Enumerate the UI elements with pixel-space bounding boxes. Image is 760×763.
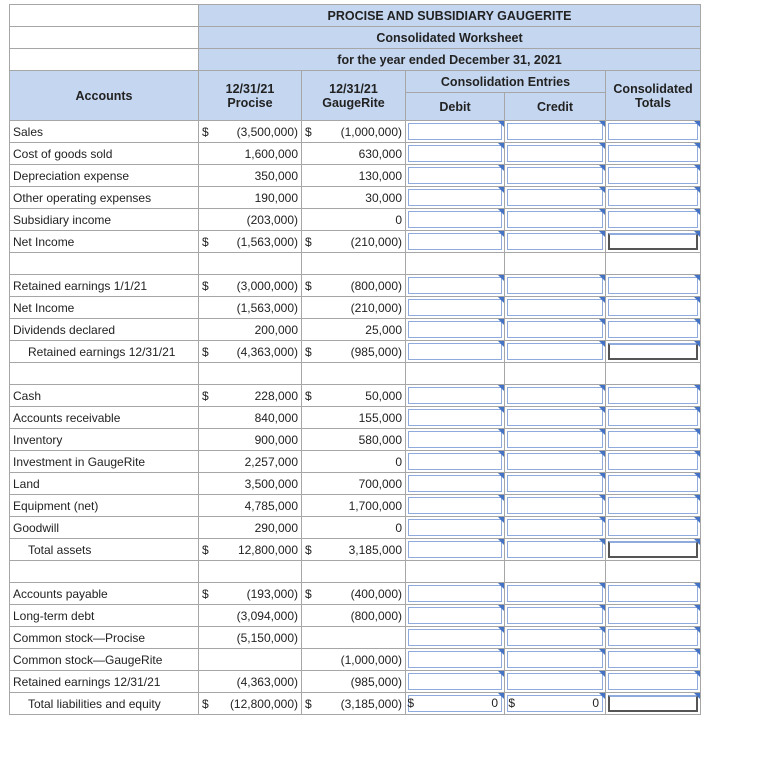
credit-input[interactable] xyxy=(505,231,606,253)
debit-input[interactable] xyxy=(406,165,505,187)
consolidated-total-input[interactable] xyxy=(606,539,701,561)
consolidated-total-input[interactable] xyxy=(606,671,701,693)
gaugerite-value xyxy=(302,627,406,649)
gaugerite-value: (985,000) xyxy=(302,671,406,693)
row-invest xyxy=(10,451,701,473)
credit-input[interactable] xyxy=(505,473,606,495)
debit-input[interactable] xyxy=(406,495,505,517)
gaugerite-value: 0 xyxy=(302,209,406,231)
procise-value: (203,000) xyxy=(199,209,302,231)
account-label: Retained earnings 12/31/21 xyxy=(10,341,199,363)
account-label: Net Income xyxy=(10,231,199,253)
gaugerite-value: $ (1,000,000) xyxy=(302,121,406,143)
credit-input[interactable] xyxy=(505,671,606,693)
consolidated-total-input[interactable] xyxy=(606,121,701,143)
procise-value: $ (3,000,000) xyxy=(199,275,302,297)
gaugerite-value: (1,000,000) xyxy=(302,649,406,671)
debit-input[interactable] xyxy=(406,121,505,143)
account-label: Accounts receivable xyxy=(10,407,199,429)
procise-value: (5,150,000) xyxy=(199,627,302,649)
consolidated-total-input[interactable] xyxy=(606,627,701,649)
consolidated-total-input[interactable] xyxy=(606,473,701,495)
gaugerite-value: $ 50,000 xyxy=(302,385,406,407)
debit-input[interactable]: $ 0 xyxy=(406,693,505,715)
gaugerite-value: 0 xyxy=(302,451,406,473)
account-label: Accounts payable xyxy=(10,583,199,605)
debit-input[interactable] xyxy=(406,319,505,341)
debit-input[interactable] xyxy=(406,605,505,627)
row-depr xyxy=(10,165,701,187)
account-label: Dividends declared xyxy=(10,319,199,341)
consolidated-totals-header: Consolidated Totals xyxy=(606,71,701,121)
section-separator xyxy=(10,363,701,385)
procise-value: 290,000 xyxy=(199,517,302,539)
procise-value: $ 12,800,000 xyxy=(199,539,302,561)
consolidated-total-input[interactable] xyxy=(606,231,701,253)
account-label: Long-term debt xyxy=(10,605,199,627)
gaugerite-value: $ (400,000) xyxy=(302,583,406,605)
debit-input[interactable] xyxy=(406,341,505,363)
account-label: Land xyxy=(10,473,199,495)
section-separator xyxy=(10,561,701,583)
gaugerite-value: 30,000 xyxy=(302,187,406,209)
account-label: Net Income xyxy=(10,297,199,319)
account-label: Investment in GaugeRite xyxy=(10,451,199,473)
account-label: Total assets xyxy=(10,539,199,561)
procise-value: 200,000 xyxy=(199,319,302,341)
credit-input[interactable] xyxy=(505,407,606,429)
row-re_end xyxy=(10,341,701,363)
row-cash xyxy=(10,385,701,407)
debit-input[interactable] xyxy=(406,583,505,605)
credit-input[interactable] xyxy=(505,187,606,209)
debit-input[interactable] xyxy=(406,297,505,319)
gaugerite-value: 130,000 xyxy=(302,165,406,187)
account-label: Inventory xyxy=(10,429,199,451)
consolidated-total-input[interactable] xyxy=(606,429,701,451)
debit-input[interactable] xyxy=(406,473,505,495)
debit-input[interactable] xyxy=(406,539,505,561)
credit-input[interactable] xyxy=(505,319,606,341)
credit-input[interactable] xyxy=(505,385,606,407)
consolidated-total-input[interactable] xyxy=(606,319,701,341)
credit-input[interactable] xyxy=(505,495,606,517)
consolidated-total-input[interactable] xyxy=(606,209,701,231)
debit-input[interactable] xyxy=(406,627,505,649)
row-subinc xyxy=(10,209,701,231)
procise-value: 350,000 xyxy=(199,165,302,187)
row-gw xyxy=(10,517,701,539)
account-label: Retained earnings 1/1/21 xyxy=(10,275,199,297)
consolidated-total-input[interactable] xyxy=(606,495,701,517)
debit-input[interactable] xyxy=(406,275,505,297)
procise-value: $ (3,500,000) xyxy=(199,121,302,143)
consolidated-total-input[interactable] xyxy=(606,517,701,539)
row-re_beg xyxy=(10,275,701,297)
account-label: Total liabilities and equity xyxy=(10,693,199,715)
consolidated-total-input[interactable] xyxy=(606,297,701,319)
credit-input[interactable]: $ 0 xyxy=(505,693,606,715)
gaugerite-value: 700,000 xyxy=(302,473,406,495)
debit-input[interactable] xyxy=(406,429,505,451)
debit-input[interactable] xyxy=(406,143,505,165)
row-re2 xyxy=(10,671,701,693)
credit-input[interactable] xyxy=(505,583,606,605)
consolidated-total-input[interactable] xyxy=(606,451,701,473)
gaugerite-header: 12/31/21 GaugeRite xyxy=(302,71,406,121)
credit-input[interactable] xyxy=(505,297,606,319)
debit-input[interactable] xyxy=(406,671,505,693)
row-tle xyxy=(10,693,701,715)
consolidated-worksheet xyxy=(9,4,701,715)
procise-value: $ (4,363,000) xyxy=(199,341,302,363)
gaugerite-value: $ (800,000) xyxy=(302,275,406,297)
debit-input[interactable] xyxy=(406,209,505,231)
consolidated-total-input[interactable] xyxy=(606,605,701,627)
account-label: Cash xyxy=(10,385,199,407)
debit-input[interactable] xyxy=(406,451,505,473)
gaugerite-value: 1,700,000 xyxy=(302,495,406,517)
credit-input[interactable] xyxy=(505,517,606,539)
procise-value: 840,000 xyxy=(199,407,302,429)
credit-input[interactable] xyxy=(505,341,606,363)
row-ni2 xyxy=(10,297,701,319)
credit-input[interactable] xyxy=(505,429,606,451)
consolidated-total-input[interactable] xyxy=(606,407,701,429)
gaugerite-value: 155,000 xyxy=(302,407,406,429)
consolidated-total-input[interactable] xyxy=(606,693,701,715)
row-ltd xyxy=(10,605,701,627)
consolidated-total-input[interactable] xyxy=(606,187,701,209)
consolidated-total-input[interactable] xyxy=(606,165,701,187)
period-title: for the year ended December 31, 2021 xyxy=(199,49,701,71)
procise-header: 12/31/21 Procise xyxy=(199,71,302,121)
section-separator xyxy=(10,253,701,275)
consolidated-total-input[interactable] xyxy=(606,143,701,165)
credit-input[interactable] xyxy=(505,143,606,165)
gaugerite-value: 0 xyxy=(302,517,406,539)
consolidation-entries-header: Consolidation Entries xyxy=(406,71,606,93)
credit-header: Credit xyxy=(505,93,606,121)
gaugerite-value: $ (3,185,000) xyxy=(302,693,406,715)
consolidated-total-input[interactable] xyxy=(606,275,701,297)
gaugerite-value: (210,000) xyxy=(302,297,406,319)
credit-input[interactable] xyxy=(505,451,606,473)
gaugerite-value: (800,000) xyxy=(302,605,406,627)
account-label: Other operating expenses xyxy=(10,187,199,209)
procise-value: $ (1,563,000) xyxy=(199,231,302,253)
gaugerite-value: 580,000 xyxy=(302,429,406,451)
credit-input[interactable] xyxy=(505,165,606,187)
row-ni xyxy=(10,231,701,253)
row-cs_g xyxy=(10,649,701,671)
account-label: Sales xyxy=(10,121,199,143)
consolidated-total-input[interactable] xyxy=(606,583,701,605)
procise-value: 2,257,000 xyxy=(199,451,302,473)
row-equip xyxy=(10,495,701,517)
debit-input[interactable] xyxy=(406,517,505,539)
procise-value: $ (193,000) xyxy=(199,583,302,605)
debit-input[interactable] xyxy=(406,407,505,429)
debit-input[interactable] xyxy=(406,649,505,671)
row-land xyxy=(10,473,701,495)
procise-value: 3,500,000 xyxy=(199,473,302,495)
account-label: Subsidiary income xyxy=(10,209,199,231)
row-div xyxy=(10,319,701,341)
procise-value: $ (12,800,000) xyxy=(199,693,302,715)
account-label: Depreciation expense xyxy=(10,165,199,187)
row-inv xyxy=(10,429,701,451)
account-label: Cost of goods sold xyxy=(10,143,199,165)
consolidated-total-input[interactable] xyxy=(606,649,701,671)
row-ta xyxy=(10,539,701,561)
account-label: Common stock—Procise xyxy=(10,627,199,649)
procise-value: 4,785,000 xyxy=(199,495,302,517)
row-ap xyxy=(10,583,701,605)
gaugerite-value: $ 3,185,000 xyxy=(302,539,406,561)
account-label: Common stock—GaugeRite xyxy=(10,649,199,671)
procise-value: 900,000 xyxy=(199,429,302,451)
row-cogs xyxy=(10,143,701,165)
procise-value: (4,363,000) xyxy=(199,671,302,693)
credit-input[interactable] xyxy=(505,121,606,143)
credit-input[interactable] xyxy=(505,275,606,297)
consolidated-total-input[interactable] xyxy=(606,385,701,407)
gaugerite-value: 630,000 xyxy=(302,143,406,165)
accounts-header: Accounts xyxy=(10,71,199,121)
gaugerite-value: $ (985,000) xyxy=(302,341,406,363)
account-label: Equipment (net) xyxy=(10,495,199,517)
credit-input[interactable] xyxy=(505,605,606,627)
gaugerite-value: $ (210,000) xyxy=(302,231,406,253)
credit-input[interactable] xyxy=(505,209,606,231)
procise-value: 190,000 xyxy=(199,187,302,209)
credit-input[interactable] xyxy=(505,627,606,649)
row-cs_p xyxy=(10,627,701,649)
account-label: Retained earnings 12/31/21 xyxy=(10,671,199,693)
procise-value: (1,563,000) xyxy=(199,297,302,319)
company-title: PROCISE AND SUBSIDIARY GAUGERITE xyxy=(199,5,701,27)
row-opex xyxy=(10,187,701,209)
gaugerite-value: 25,000 xyxy=(302,319,406,341)
credit-input[interactable] xyxy=(505,539,606,561)
consolidated-total-input[interactable] xyxy=(606,341,701,363)
debit-input[interactable] xyxy=(406,385,505,407)
debit-input[interactable] xyxy=(406,231,505,253)
debit-header: Debit xyxy=(406,93,505,121)
procise-value: $ 228,000 xyxy=(199,385,302,407)
procise-value: 1,600,000 xyxy=(199,143,302,165)
debit-input[interactable] xyxy=(406,187,505,209)
credit-input[interactable] xyxy=(505,649,606,671)
row-ar xyxy=(10,407,701,429)
sheet-title: Consolidated Worksheet xyxy=(199,27,701,49)
row-sales xyxy=(10,121,701,143)
procise-value xyxy=(199,649,302,671)
account-label: Goodwill xyxy=(10,517,199,539)
procise-value: (3,094,000) xyxy=(199,605,302,627)
